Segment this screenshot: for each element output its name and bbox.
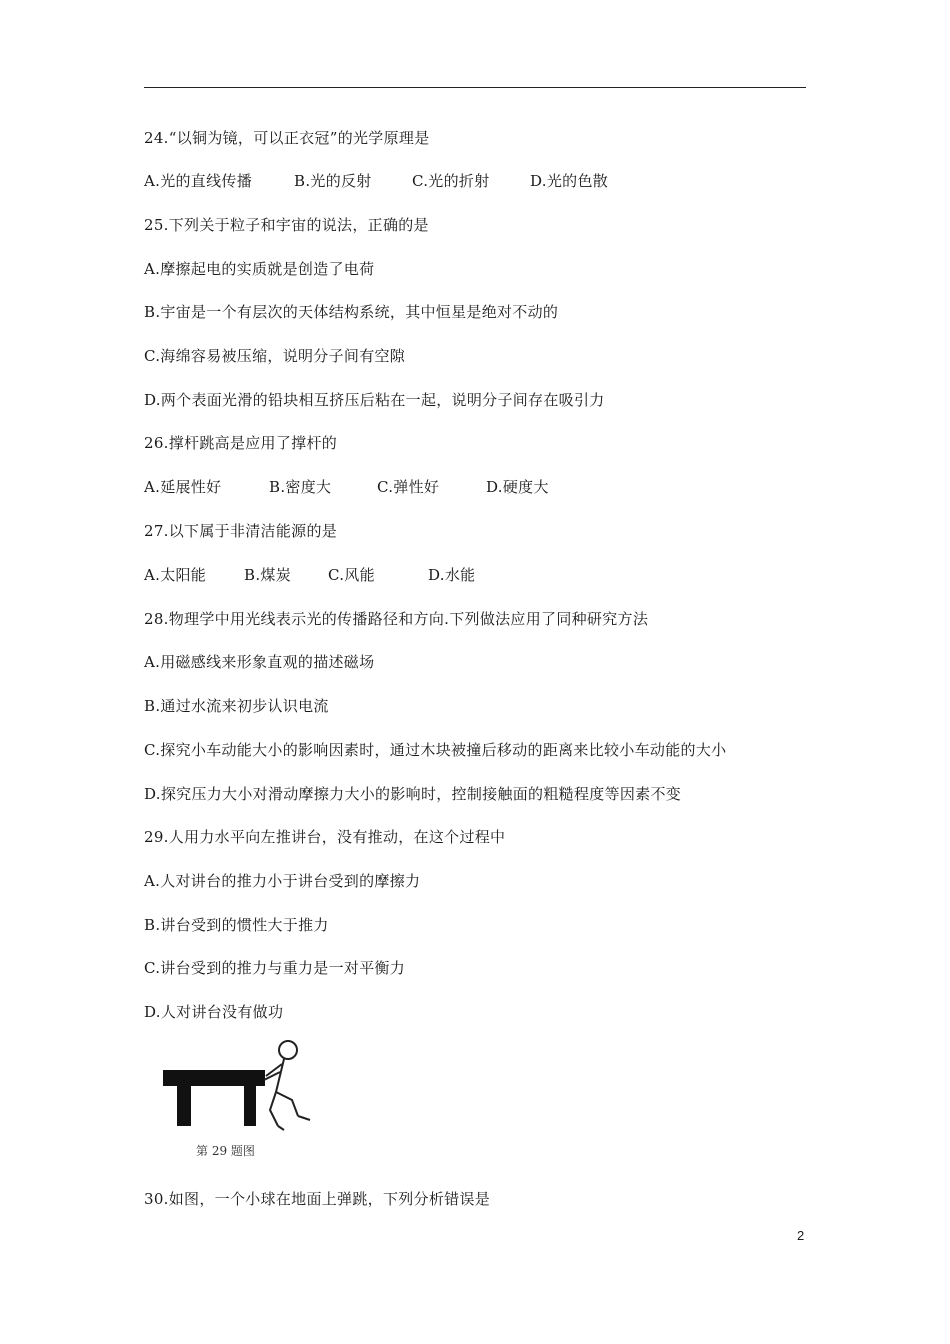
- q29-option-c: C.讲台受到的推力与重力是一对平衡力: [144, 959, 406, 977]
- q27-stem: 27.以下属于非清洁能源的是: [144, 522, 338, 540]
- q25-option-c: C.海绵容易被压缩，说明分子间有空隙: [144, 347, 406, 365]
- q29-option-a: A.人对讲台的推力小于讲台受到的摩擦力: [144, 872, 421, 890]
- header-rule: [144, 87, 806, 88]
- q24-option-d: D.光的色散: [530, 172, 609, 190]
- q26-option-a: A.延展性好: [144, 478, 222, 496]
- q29-figure-caption: 第 29 题图: [196, 1144, 255, 1158]
- q27-option-c: C.风能: [328, 566, 375, 584]
- q27-option-b: B.煤炭: [244, 566, 291, 584]
- q28-option-b: B.通过水流来初步认识电流: [144, 697, 329, 715]
- q28-option-c: C.探究小车动能大小的影响因素时，通过木块被撞后移动的距离来比较小车动能的大小: [144, 741, 727, 759]
- q24-option-a: A.光的直线传播: [144, 172, 253, 190]
- podium-leg-left: [177, 1086, 191, 1126]
- q25-option-b: B.宇宙是一个有层次的天体结构系统，其中恒星是绝对不动的: [144, 303, 559, 321]
- q27-option-d: D.水能: [428, 566, 476, 584]
- q26-options: [144, 477, 549, 497]
- q29-option-b: B.讲台受到的惯性大于推力: [144, 916, 329, 934]
- person-figure: [264, 1041, 310, 1130]
- q28-stem: 28.物理学中用光线表示光的传播路径和方向.下列做法应用了同种研究方法: [144, 610, 649, 628]
- q27-options: [144, 565, 475, 585]
- podium-leg-right: [244, 1086, 256, 1126]
- q26-option-c: C.弹性好: [377, 478, 440, 496]
- q27-option-a: A.太阳能: [144, 566, 207, 584]
- q28-option-a: A.用磁感线来形象直观的描述磁场: [144, 653, 375, 671]
- q24-option-b: B.光的反射: [294, 172, 372, 190]
- q24-options: [144, 171, 608, 191]
- q26-stem: 26.撑杆跳高是应用了撑杆的: [144, 434, 338, 452]
- q25-option-d: D.两个表面光滑的铅块相互挤压后粘在一起，说明分子间存在吸引力: [144, 391, 605, 409]
- q24-option-c: C.光的折射: [412, 172, 490, 190]
- q24-stem: 24.“以铜为镜，可以正衣冠”的光学原理是: [144, 129, 430, 147]
- q29-option-d: D.人对讲台没有做功: [144, 1003, 284, 1021]
- podium-top: [163, 1070, 265, 1086]
- q30-stem: 30.如图，一个小球在地面上弹跳，下列分析错误是: [144, 1190, 491, 1208]
- q26-option-d: D.硬度大: [486, 478, 549, 496]
- q28-option-d: D.探究压力大小对滑动摩擦力大小的影响时，控制接触面的粗糙程度等因素不变: [144, 785, 682, 803]
- q26-option-b: B.密度大: [269, 478, 332, 496]
- q25-option-a: A.摩擦起电的实质就是创造了电荷: [144, 260, 375, 278]
- q29-stem: 29.人用力水平向左推讲台，没有推动，在这个过程中: [144, 828, 506, 846]
- q25-stem: 25.下列关于粒子和宇宙的说法，正确的是: [144, 216, 429, 234]
- page-number: 2: [797, 1228, 805, 1243]
